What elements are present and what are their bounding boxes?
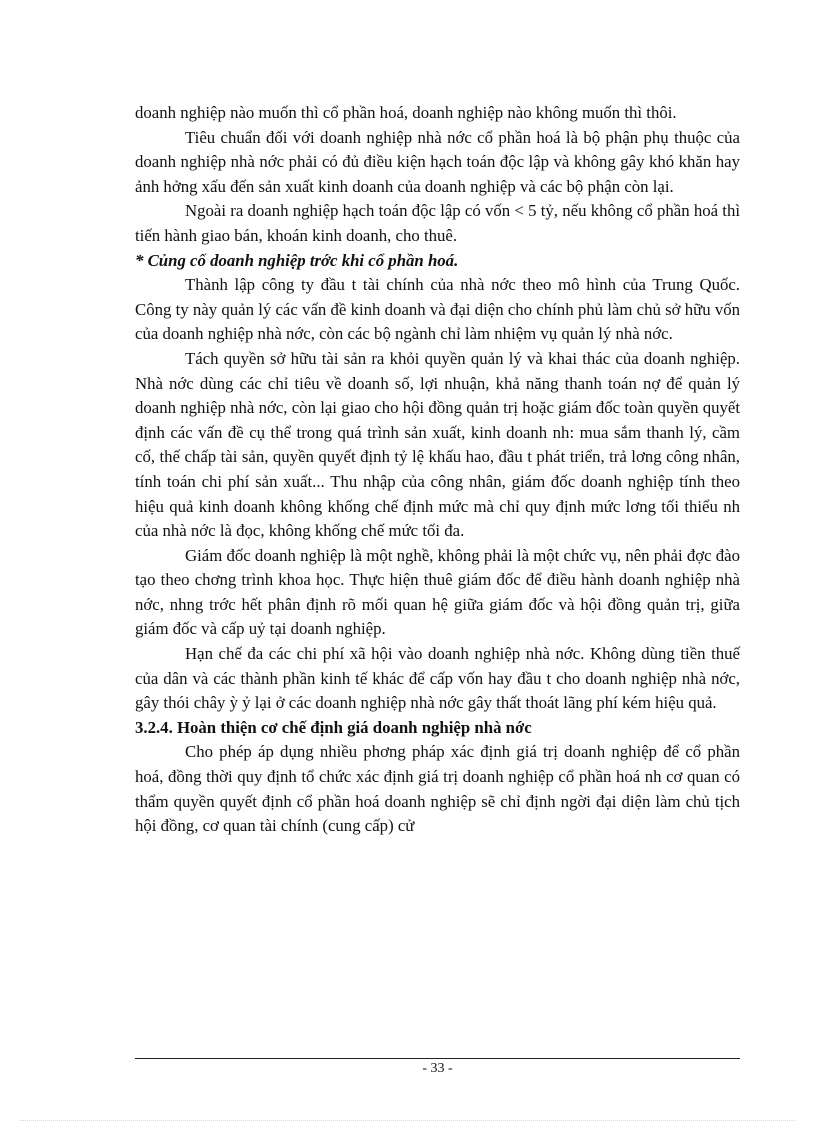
section-heading-3-2-4: 3.2.4. Hoàn thiện cơ chế định giá doanh nghiệp nhà nớc — [135, 717, 532, 737]
paragraph-4: Thành lập công ty đầu t tài chính của nhà nớc theo mô hình của Trung Quốc. Công ty này quản lý các vấn đề kinh doanh và đại diện cho chính phủ làm chủ sở hữu vốn của doanh nghiệp nhà nớc, còn các bộ ngành chỉ làm nhiệm vụ quản lý nhà nớc. — [135, 275, 740, 344]
bottom-dotted-border — [20, 1120, 796, 1121]
paragraph-8: Cho phép áp dụng nhiều phơng pháp xác định giá trị doanh nghiệp để cổ phần hoá, đồng thời quy định tổ chức xác định giá trị doanh nghiệp cổ phần hoá nh cơ quan có thẩm quyền quyết định cổ phần hoá doanh nghiệp sẽ chỉ định ngời đại diện làm chủ tịch hội đồng, cơ quan tài chính (cung cấp) cử — [135, 742, 740, 836]
paragraph-6: Giám đốc doanh nghiệp là một nghề, không phải là một chức vụ, nên phải đợc đào tạo theo chơng trình khoa học. Thực hiện thuê giám đốc để điều hành doanh nghiệp nhà nớc, nhng trớc hết phân định rõ mối quan hệ giữa giám đốc và hội đồng quản trị, giữa giám đốc và cấp uỷ tại doanh nghiệp. — [135, 545, 740, 639]
paragraph-5: Tách quyền sở hữu tài sản ra khỏi quyền quản lý và khai thác của doanh nghiệp. Nhà nớc dùng các chỉ tiêu về doanh số, lợi nhuận, khả năng thanh toán nợ để quản lý doanh nghiệp nhà nớc, còn lại giao cho hội đồng quản trị hoặc giám đốc toàn quyền quyết định các vấn đề cụ thể trong quá trình sản xuất, kinh doanh nh: mua sắm thanh lý, cầm cố, thế chấp tài sản, quyền quyết định tỷ lệ khấu hao, đầu t phát triển, trả lơng công nhân, tính toán chi phí sản xuất... Thu nhập của công nhân, giám đốc doanh nghiệp tính theo hiệu quả kinh doanh không khống chế định mức mà chỉ quy định mức lơng tối thiểu nh của nhà nớc là đọc, không khống chế mức tối đa. — [135, 348, 740, 541]
paragraph-7: Hạn chế đa các chi phí xã hội vào doanh nghiệp nhà nớc. Không dùng tiền thuế của dân và các thành phần kinh tế khác để cấp vốn hay đầu t cho doanh nghiệp nhà nớc, gây thói chây ỳ ỷ lại ở các doanh nghiệp nhà nớc gây thất thoát lãng phí kém hiệu quả. — [135, 644, 740, 713]
paragraph-2: Tiêu chuẩn đối với doanh nghiệp nhà nớc cổ phần hoá là bộ phận phụ thuộc của doanh nghiệp nhà nớc phải có đủ điều kiện hạch toán độc lập và không gây khó khăn hay ảnh hởng xấu đến sản xuất kinh doanh của doanh nghiệp và các bộ phận còn lại. — [135, 127, 740, 196]
page-body — [135, 101, 740, 839]
footer-divider — [135, 1058, 740, 1059]
paragraph-3: Ngoài ra doanh nghiệp hạch toán độc lập có vốn < 5 tỷ, nếu không cổ phần hoá thì tiến hành giao bán, khoán kinh doanh, cho thuê. — [135, 201, 740, 245]
page-number: - 33 - — [422, 1061, 453, 1076]
section-heading-consolidation: * Củng cố doanh nghiệp trớc khi cổ phần hoá. — [135, 250, 459, 270]
paragraph-1: doanh nghiệp nào muốn thì cổ phần hoá, doanh nghiệp nào không muốn thì thôi. — [135, 103, 677, 122]
